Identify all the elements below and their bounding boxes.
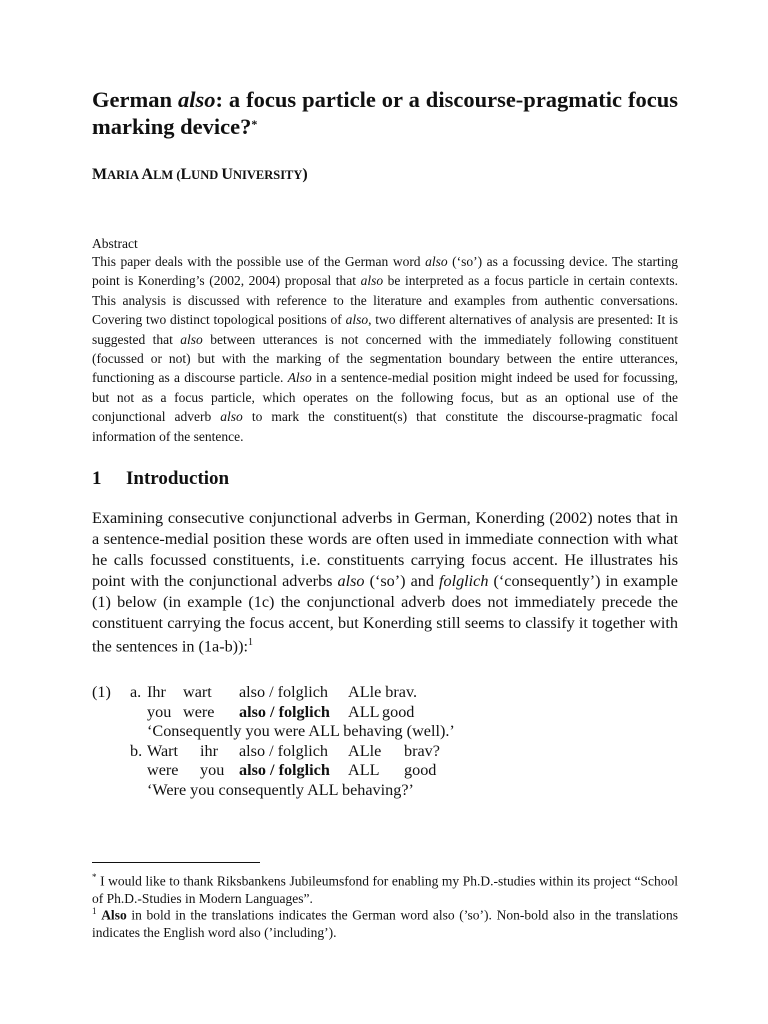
gloss-word: also / folglich	[239, 741, 329, 760]
gloss-word: you	[147, 702, 172, 721]
translation-b: ‘Were you consequently ALL behaving?’	[147, 780, 414, 799]
example-1	[92, 683, 678, 800]
gloss-word: Ihr	[147, 683, 166, 701]
gloss-word: ALle	[348, 741, 382, 760]
footnote-divider	[92, 862, 260, 863]
gloss-word: also / folglich	[239, 702, 330, 721]
section-title: Introduction	[126, 468, 230, 489]
gloss-word: ALL	[348, 702, 380, 721]
gloss-word: good	[382, 702, 415, 721]
gloss-word: you	[200, 761, 225, 779]
gloss-word: Wart	[147, 741, 179, 760]
example-label-a: a.	[130, 683, 142, 701]
example-row	[92, 722, 678, 742]
translation-a: ‘Consequently you were ALL behaving (well).’	[147, 722, 455, 740]
example-row	[92, 683, 678, 703]
footnote-ref-1: 1	[247, 637, 253, 649]
example-number: (1)	[92, 683, 111, 701]
author-line: MARIA ALM (LUND UNIVERSITY)	[92, 166, 308, 183]
gloss-word: ALle brav.	[348, 683, 418, 701]
abstract-body: This paper deals with the possible use of the German word also (‘so’) as a focussing device. The starting point is Konerding’s (2002, 2004) proposal that also be interpreted as a focus particle in certain contexts. This analysis is discussed with reference to the literature and examples from authentic conversations. Covering two distinct topological positions of also, two different alternatives of analysis are presented: It is suggested that also between utterances is not concerned with the immediately following constituent (focussed or not) but with the marking of the segmentation boundary between the entire utterances, functioning as a discourse particle. Also in a sentence-medial position might indeed be used for focussing, but not as a focus particle, which operates on the following focus, but as an optional use of the conjunctional adverb also to mark the constituent(s) that constitute the discourse-pragmatic focal information of the sentence.	[92, 254, 678, 444]
gloss-word: ihr	[200, 741, 218, 760]
section-heading	[92, 468, 229, 490]
abstract-heading: Abstract	[92, 236, 138, 251]
footnote-2: $^1$ Also in bold in the translations indicates the German word also (’so’). Non-bold also in the translations indicates the English word also (’including’).	[92, 906, 679, 940]
example-row	[92, 742, 678, 762]
footnote-1: * I would like to thank Riksbankens Jubileumsfond for enabling my Ph.D.-studies within its project “School of Ph.D.-Studies in Modern Languages”.	[92, 872, 678, 906]
section-number: 1	[92, 468, 102, 489]
example-row	[92, 761, 678, 781]
title-footnote-mark: *	[251, 117, 258, 131]
gloss-word: brav?	[404, 741, 440, 760]
gloss-word: wart	[183, 683, 212, 701]
gloss-word: ALL	[348, 761, 380, 779]
intro-paragraph: Examining consecutive conjunctional adverbs in German, Konerding (2002) notes that in a sentence-medial position these words are often used in immediate connection with what he calls focussed constituents, i.e. constituents carrying focus accent. He illustrates his point with the conjunctional adverbs also (‘so’) and folglich (‘consequently’) in example (1) below (in example (1c) the conjunctional adverb does not immediately precede the constituent carrying the focus accent, but Konerding still seems to classify it together with the sentences in (1a-b)):$^1$	[92, 509, 678, 656]
gloss-word: were	[183, 702, 215, 721]
gloss-word: also / folglich	[239, 761, 330, 779]
gloss-word: also / folglich	[239, 683, 329, 701]
gloss-word: good	[404, 761, 437, 779]
example-row	[92, 703, 678, 723]
example-label-b: b.	[130, 741, 143, 760]
example-row	[92, 781, 678, 801]
paper-title: German also: a focus particle or a discourse-pragmatic focus marking device?*	[92, 87, 678, 139]
gloss-word: were	[147, 761, 179, 779]
